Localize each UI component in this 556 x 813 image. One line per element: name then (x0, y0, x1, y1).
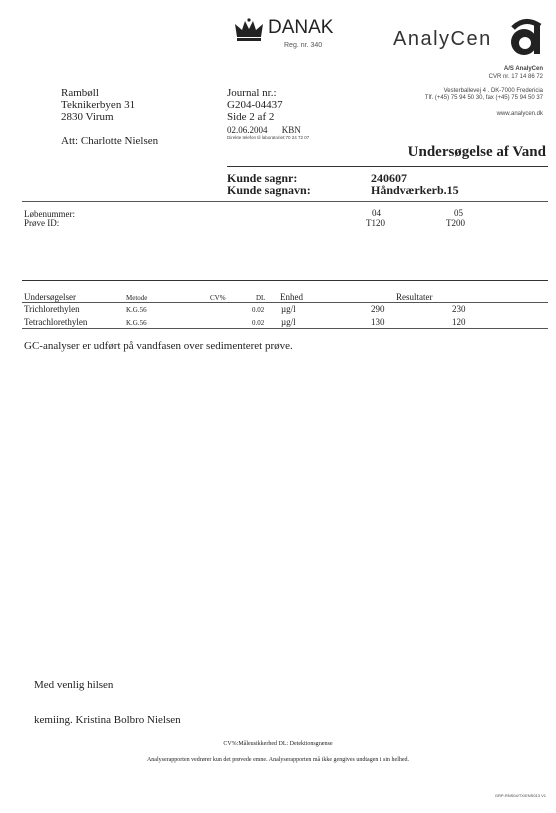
danak-reg: Reg. nr. 340 (284, 42, 323, 49)
company-info (425, 66, 543, 118)
customer-case-label: Kunde sagnr: (227, 171, 298, 185)
analysis-note: GC-analyser er udført på vandfasen over sedimenteret prøve. (24, 340, 293, 352)
recipient-att: Att: Charlotte Nielsen (61, 135, 159, 147)
analycen-wordmark: AnalyCen (393, 28, 492, 50)
sample-run-2: 05 (454, 208, 463, 218)
row-dl: 0.02 (252, 306, 265, 314)
report-initials: KBN (281, 125, 301, 135)
row-analysis: Trichlorethylen (24, 304, 80, 314)
title-rule (227, 166, 548, 167)
danak-name: DANAK (268, 17, 334, 38)
sample-id-2: T200 (446, 218, 465, 228)
col-header-dl: DL (256, 294, 266, 302)
col-header-unit: Enhed (280, 292, 303, 302)
journal-block (227, 87, 309, 141)
sample-run-1: 04 (372, 208, 381, 218)
row-method: K.G.56 (126, 319, 147, 327)
sample-id-1: T120 (366, 218, 385, 228)
footer-legend: CV%:Måleusikkerhed DL: Detektionsgrænse (223, 741, 333, 747)
company-web: www.analycen.dk (496, 111, 543, 117)
recipient-name: Rambøll (61, 87, 99, 99)
customer-case-number: 240607 (371, 171, 407, 185)
company-name: A/S AnalyCen (503, 66, 543, 72)
col-header-results: Resultater (396, 292, 433, 302)
customer-rule (22, 201, 548, 202)
signature-name: kemiing. Kristina Bolbro Nielsen (34, 714, 181, 726)
row-method: K.G.56 (126, 306, 147, 314)
run-number-label: Løbenummer: (24, 209, 75, 219)
journal-number: G204-04437 (227, 99, 283, 111)
customer-case-name: Håndværkerb.15 (371, 183, 459, 197)
recipient-street: Teknikerbyen 31 (61, 99, 136, 111)
col-header-method: Metode (126, 294, 148, 302)
footer-disclaimer: Analyserapporten vedrører kun det prøvede emne. Analyserapporten må ikke gengives undtagen i sin helhed. (146, 757, 410, 763)
recipient-city: 2830 Virum (61, 111, 114, 123)
row-result-1: 130 (371, 317, 385, 327)
page-indicator: Side 2 af 2 (227, 111, 275, 123)
analycen-a-icon (505, 18, 547, 58)
sample-id-label: Prøve ID: (24, 218, 60, 228)
direct-phone: Direkte telefon til laboratoriet:70 24 72 07 (227, 135, 310, 140)
col-header-analysis: Undersøgelser (24, 292, 76, 302)
row-result-2: 230 (452, 304, 466, 314)
col-header-cv: CV% (210, 294, 226, 302)
closing-greeting: Med venlig hilsen (34, 679, 114, 691)
crown-icon (234, 18, 264, 42)
row-result-1: 290 (371, 304, 385, 314)
row-unit: µg/l (281, 317, 296, 327)
results-top-rule (22, 280, 548, 281)
results-bottom-rule (22, 328, 548, 329)
company-address: Vesterballevej 4 . DK-7000 Fredericia (443, 88, 543, 94)
customer-name-label: Kunde sagnavn: (227, 183, 311, 197)
results-header-rule (22, 302, 548, 303)
row-analysis: Tetrachlorethylen (24, 317, 88, 327)
row-result-2: 120 (452, 317, 466, 327)
company-cvr: CVR nr. 17 14 86 72 (488, 74, 543, 80)
report-date: 02.06.2004 (227, 125, 268, 135)
row-unit: µg/l (281, 304, 296, 314)
row-dl: 0.02 (252, 319, 265, 327)
document-code: GRP-RNS04/TX/ENS013 V1 (494, 793, 546, 798)
company-phone: Tlf. (+45) 75 94 50 30, fax (+45) 75 94 50 37 (424, 95, 543, 101)
journal-label: Journal nr.: (227, 87, 277, 99)
recipient-address (61, 87, 158, 147)
report-title: Undersøgelse af Vand (407, 144, 546, 160)
